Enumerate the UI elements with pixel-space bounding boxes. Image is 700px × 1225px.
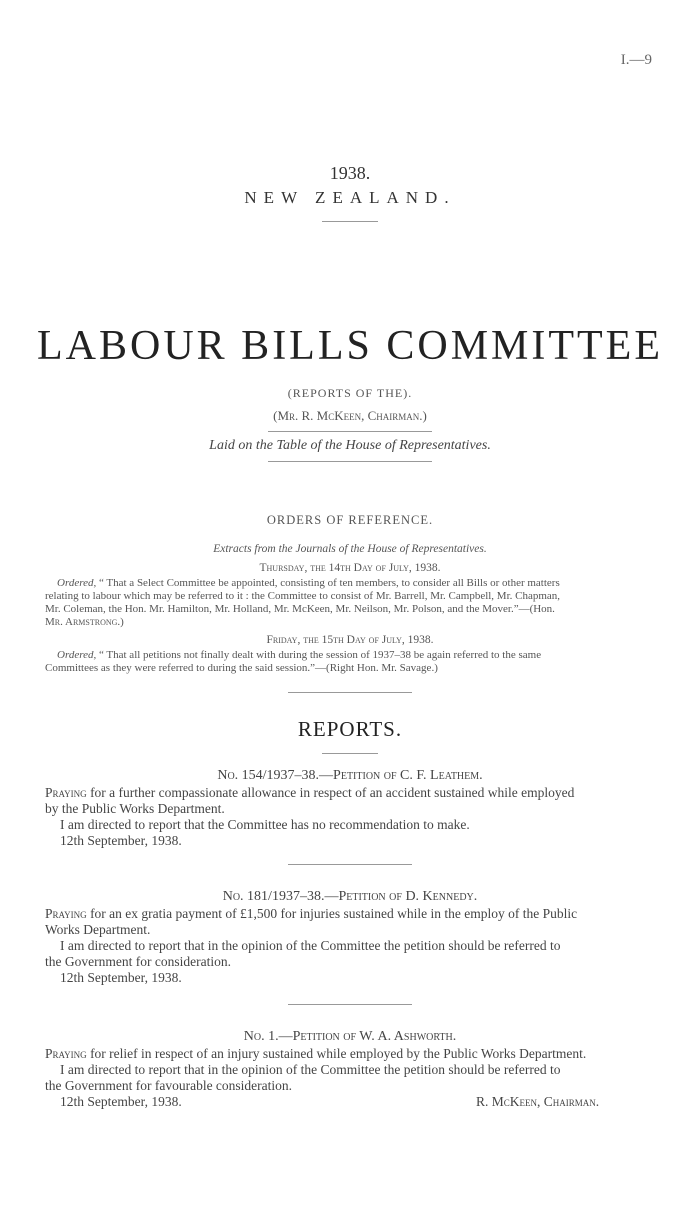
- extracts-line: Extracts from the Journals of the House of Representatives.: [213, 543, 487, 555]
- report-body: [45, 785, 665, 849]
- report-line: I am directed to report that in the opinion of the Committee the petition should be referred to: [60, 938, 561, 953]
- praying-label: Praying: [45, 785, 87, 800]
- report-line: for relief in respect of an injury sustained while employed by the Public Works Department.: [90, 1046, 587, 1061]
- ordered-label: Ordered,: [57, 577, 97, 589]
- report-heading: No. 1.—Petition of W. A. Ashworth.: [243, 1029, 457, 1044]
- report-heading: No. 154/1937–38.—Petition of C. F. Leathem.: [217, 768, 483, 783]
- country: NEW ZEALAND.: [244, 188, 456, 207]
- report-date: 12th September, 1938.: [60, 970, 182, 985]
- laid-on-table: Laid on the Table of the House of Representatives.: [209, 438, 491, 453]
- divider: [322, 221, 378, 222]
- subtitle: (REPORTS OF THE).: [287, 386, 413, 400]
- report-line: by the Public Works Department.: [45, 801, 225, 816]
- year: 1938.: [329, 163, 371, 183]
- order-date: Thursday, the 14th Day of July, 1938.: [259, 562, 441, 574]
- report-line: Works Department.: [45, 922, 151, 937]
- report-heading: No. 181/1937–38.—Petition of D. Kennedy.: [222, 889, 478, 904]
- report-date: 12th September, 1938.: [60, 1094, 182, 1109]
- divider: [268, 461, 432, 462]
- order-date: Friday, the 15th Day of July, 1938.: [266, 634, 434, 646]
- order-line: “ That a Select Committee be appointed, consisting of ten members, to consider all Bills or other matters: [98, 577, 560, 589]
- report-line: I am directed to report that the Committee has no recommendation to make.: [60, 817, 470, 832]
- order-text: [45, 577, 560, 629]
- orders-heading: ORDERS OF REFERENCE.: [266, 513, 434, 527]
- chairman-line: (Mr. R. McKeen, Chairman.): [273, 408, 427, 423]
- order-line: “ That all petitions not finally dealt with during the session of 1937–38 be again referred to the same: [98, 649, 542, 661]
- praying-label: Praying: [45, 906, 87, 921]
- ordered-label: Ordered,: [57, 649, 97, 661]
- divider: [288, 864, 412, 865]
- report-line: for an ex gratia payment of £1,500 for injuries sustained while in the employ of the Public: [90, 906, 578, 921]
- report-date: 12th September, 1938.: [60, 833, 182, 848]
- order-line: relating to labour which may be referred to it : the Committee to consist of Mr. Barrell, Mr. Campbell, Mr. Chapman,: [45, 590, 561, 602]
- divider: [288, 1004, 412, 1005]
- order-line: Mr. Armstrong.): [45, 616, 124, 628]
- order-line: Committees as they were referred to during the said session.”—(Right Hon. Mr. Savage.): [45, 662, 438, 674]
- report-body: [45, 906, 665, 986]
- report-line: the Government for favourable consideration.: [45, 1078, 293, 1093]
- reports-heading: REPORTS.: [297, 717, 403, 741]
- divider: [268, 431, 432, 432]
- report-line: the Government for consideration.: [45, 954, 231, 969]
- order-text: [45, 649, 541, 675]
- divider: [288, 692, 412, 693]
- order-line: Mr. Coleman, the Hon. Mr. Hamilton, Mr. Holland, Mr. McKeen, Mr. Neilson, Mr. Polson, and the Mover.”—(Hon.: [45, 603, 555, 615]
- divider: [322, 753, 378, 754]
- report-line: for a further compassionate allowance in respect of an accident sustained while employed: [90, 785, 575, 800]
- report-line: I am directed to report that in the opinion of the Committee the petition should be referred to: [60, 1062, 561, 1077]
- document-title: LABOUR BILLS COMMITTEE: [37, 323, 663, 369]
- chairman-signature: R. McKeen, Chairman.: [476, 1094, 600, 1109]
- page-reference: I.—9: [620, 52, 652, 68]
- praying-label: Praying: [45, 1046, 87, 1061]
